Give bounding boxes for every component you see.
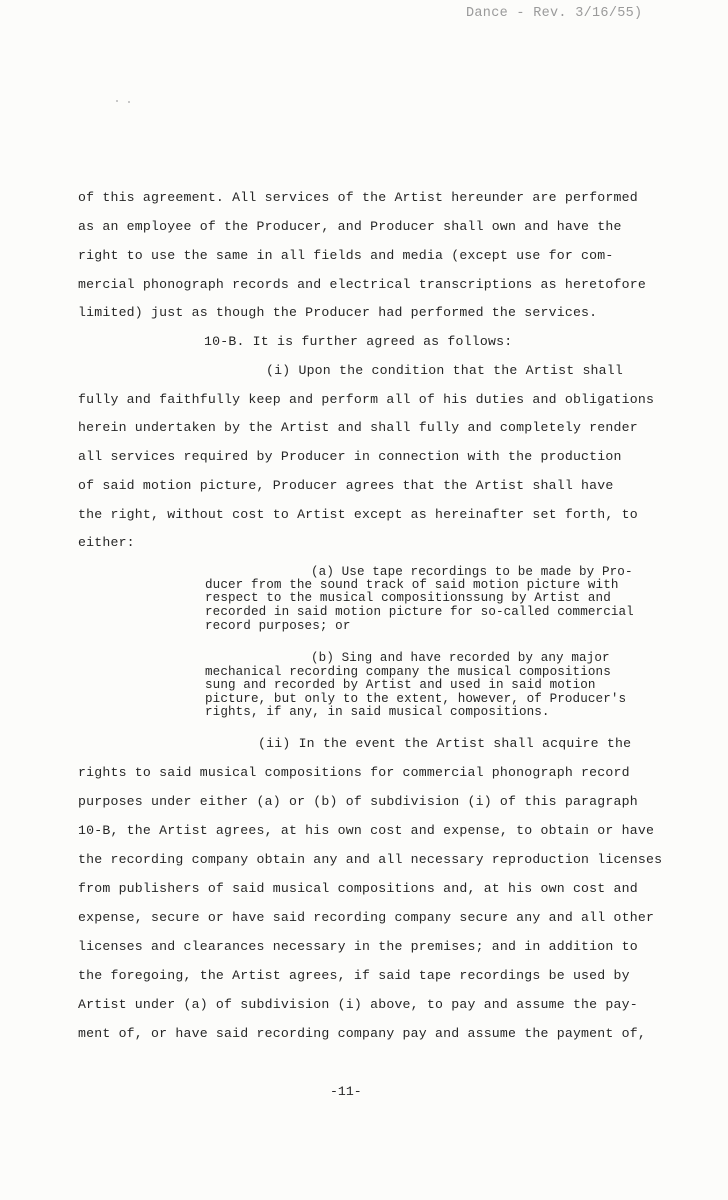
revision-mark: Dance - Rev. 3/16/55) — [466, 6, 643, 21]
body-line: licenses and clearances necessary in the premises; and in addition to — [78, 939, 638, 954]
subclause-line: (a) Use tape recordings to be made by Pro- — [311, 565, 633, 579]
body-line: (ii) In the event the Artist shall acquire the — [258, 736, 632, 751]
section-heading: 10-B. It is further agreed as follows: — [204, 334, 513, 349]
body-line: all services required by Producer in connection with the production — [78, 449, 622, 464]
body-line: either: — [78, 535, 135, 550]
body-line: purposes under either (a) or (b) of subdivision (i) of this paragraph — [78, 794, 638, 809]
body-line: expense, secure or have said recording company secure any and all other — [78, 910, 655, 925]
body-line: 10-B, the Artist agrees, at his own cost and expense, to obtain or have — [78, 823, 655, 838]
scan-speck — [128, 101, 130, 103]
body-line: fully and faithfully keep and perform all of his duties and obligations — [78, 392, 655, 407]
subclause-line: mechanical recording company the musical compositions — [205, 665, 611, 679]
body-line: (i) Upon the condition that the Artist shall — [266, 363, 624, 378]
subclause-line: picture, but only to the extent, however, of Producer's — [205, 692, 627, 706]
subclause-line: (b) Sing and have recorded by any major — [311, 651, 610, 665]
body-line: Artist under (a) of subdivision (i) above, to pay and assume the pay- — [78, 997, 638, 1012]
body-line: herein undertaken by the Artist and shall fully and completely render — [78, 420, 638, 435]
body-line: the foregoing, the Artist agrees, if said tape recordings be used by — [78, 968, 630, 983]
body-line: from publishers of said musical compositions and, at his own cost and — [78, 881, 638, 896]
body-line: as an employee of the Producer, and Producer shall own and have the — [78, 219, 622, 234]
subclause-line: rights, if any, in said musical compositions. — [205, 705, 550, 719]
subclause-line: respect to the musical compositionssung by Artist and — [205, 591, 611, 605]
body-line: mercial phonograph records and electrical transcriptions as heretofore — [78, 277, 646, 292]
subclause-line: ducer from the sound track of said motion picture with — [205, 578, 619, 592]
body-line: rights to said musical compositions for commercial phonograph record — [78, 765, 630, 780]
subclause-line: record purposes; or — [205, 619, 351, 633]
scan-speck — [116, 100, 118, 102]
body-line: right to use the same in all fields and media (except use for com- — [78, 248, 614, 263]
body-line: the recording company obtain any and all necessary reproduction licenses — [78, 852, 663, 867]
subclause-line: sung and recorded by Artist and used in said motion — [205, 678, 596, 692]
body-line: of said motion picture, Producer agrees that the Artist shall have — [78, 478, 614, 493]
body-line: ment of, or have said recording company pay and assume the payment of, — [78, 1026, 646, 1041]
body-line: limited) just as though the Producer had performed the services. — [78, 305, 598, 320]
body-line: of this agreement. All services of the Artist hereunder are performed — [78, 190, 638, 205]
page-number: -11- — [330, 1084, 362, 1099]
body-line: the right, without cost to Artist except as hereinafter set forth, to — [78, 507, 638, 522]
subclause-line: recorded in said motion picture for so-called commercial — [205, 605, 634, 619]
